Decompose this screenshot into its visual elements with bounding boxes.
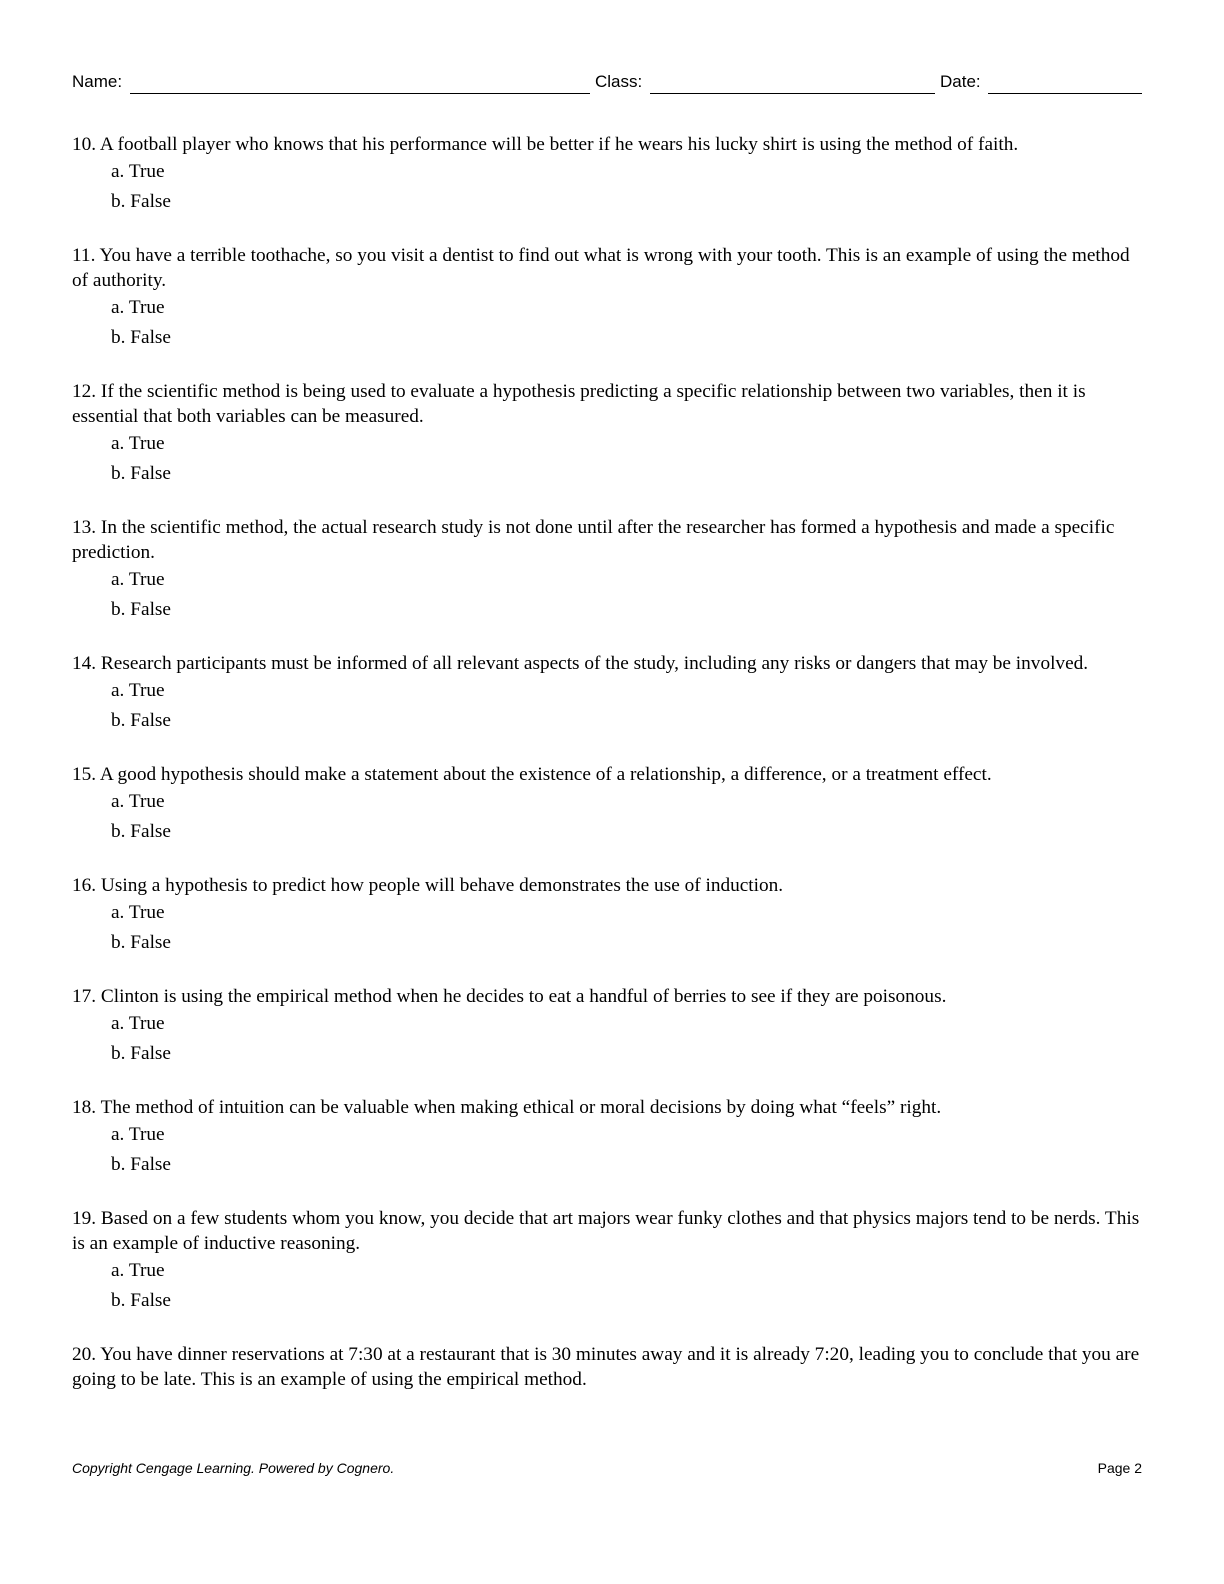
question	[72, 243, 1144, 353]
question	[72, 132, 1144, 217]
header	[72, 72, 1142, 96]
answer-option[interactable]: a. True	[111, 791, 165, 812]
question	[72, 762, 1144, 847]
answer-option[interactable]: b. False	[111, 710, 171, 731]
question-text: 17. Clinton is using the empirical method when he decides to eat a handful of berries to see if they are poisonous.	[72, 986, 947, 1007]
answer-option[interactable]: b. False	[111, 327, 171, 348]
date-field[interactable]	[988, 93, 1142, 94]
answer-option[interactable]: a. True	[111, 1124, 165, 1145]
question-text: 19. Based on a few students whom you know, you decide that art majors wear funky clothes and that physics majors tend to be nerds. This is an example of inductive reasoning.	[72, 1208, 1140, 1254]
question-text: 20. You have dinner reservations at 7:30 at a restaurant that is 30 minutes away and it is already 7:20, leading you to conclude that you are going to be late. This is an example of using the empirical method.	[72, 1344, 1140, 1390]
question-text: 18. The method of intuition can be valuable when making ethical or moral decisions by doing what “feels” right.	[72, 1097, 942, 1118]
answer-option[interactable]: a. True	[111, 569, 165, 590]
name-label: Name:	[72, 72, 123, 91]
question	[72, 651, 1144, 736]
question-text: 13. In the scientific method, the actual research study is not done until after the researcher has formed a hypothesis and made a specific prediction.	[72, 517, 1115, 563]
answer-option[interactable]: b. False	[111, 191, 171, 212]
name-field[interactable]	[130, 93, 590, 94]
question-text: 14. Research participants must be informed of all relevant aspects of the study, including any risks or dangers that may be involved.	[72, 653, 1089, 674]
question-list	[72, 132, 1144, 1418]
answer-option[interactable]: a. True	[111, 1260, 165, 1281]
answer-option[interactable]: b. False	[111, 932, 171, 953]
class-label: Class:	[595, 72, 643, 91]
copyright-text: Copyright Cengage Learning. Powered by Cognero.	[72, 1460, 395, 1476]
question-text: 12. If the scientific method is being used to evaluate a hypothesis predicting a specific relationship between two variables, then it is essential that both variables can be measured.	[72, 381, 1086, 427]
question-text: 11. You have a terrible toothache, so you visit a dentist to find out what is wrong with your tooth. This is an example of using the method of authority.	[72, 245, 1130, 291]
answer-option[interactable]: a. True	[111, 1013, 165, 1034]
question	[72, 873, 1144, 958]
date-label: Date:	[940, 72, 981, 91]
answer-option[interactable]: a. True	[111, 433, 165, 454]
question-text: 10. A football player who knows that his performance will be better if he wears his lucky shirt is using the method of faith.	[72, 134, 1019, 155]
question	[72, 1342, 1144, 1392]
page-number: Page 2	[1097, 1460, 1142, 1476]
answer-option[interactable]: a. True	[111, 161, 165, 182]
question	[72, 984, 1144, 1069]
answer-option[interactable]: b. False	[111, 1290, 171, 1311]
answer-option[interactable]: b. False	[111, 1043, 171, 1064]
question-text: 15. A good hypothesis should make a statement about the existence of a relationship, a difference, or a treatment effect.	[72, 764, 992, 785]
question	[72, 1206, 1144, 1316]
answer-option[interactable]: a. True	[111, 297, 165, 318]
answer-option[interactable]: b. False	[111, 821, 171, 842]
answer-option[interactable]: a. True	[111, 902, 165, 923]
question	[72, 515, 1144, 625]
answer-option[interactable]: b. False	[111, 463, 171, 484]
question	[72, 379, 1144, 489]
question	[72, 1095, 1144, 1180]
answer-option[interactable]: b. False	[111, 1154, 171, 1175]
answer-option[interactable]: a. True	[111, 680, 165, 701]
answer-option[interactable]: b. False	[111, 599, 171, 620]
question-text: 16. Using a hypothesis to predict how people will behave demonstrates the use of induction.	[72, 875, 784, 896]
class-field[interactable]	[650, 93, 935, 94]
